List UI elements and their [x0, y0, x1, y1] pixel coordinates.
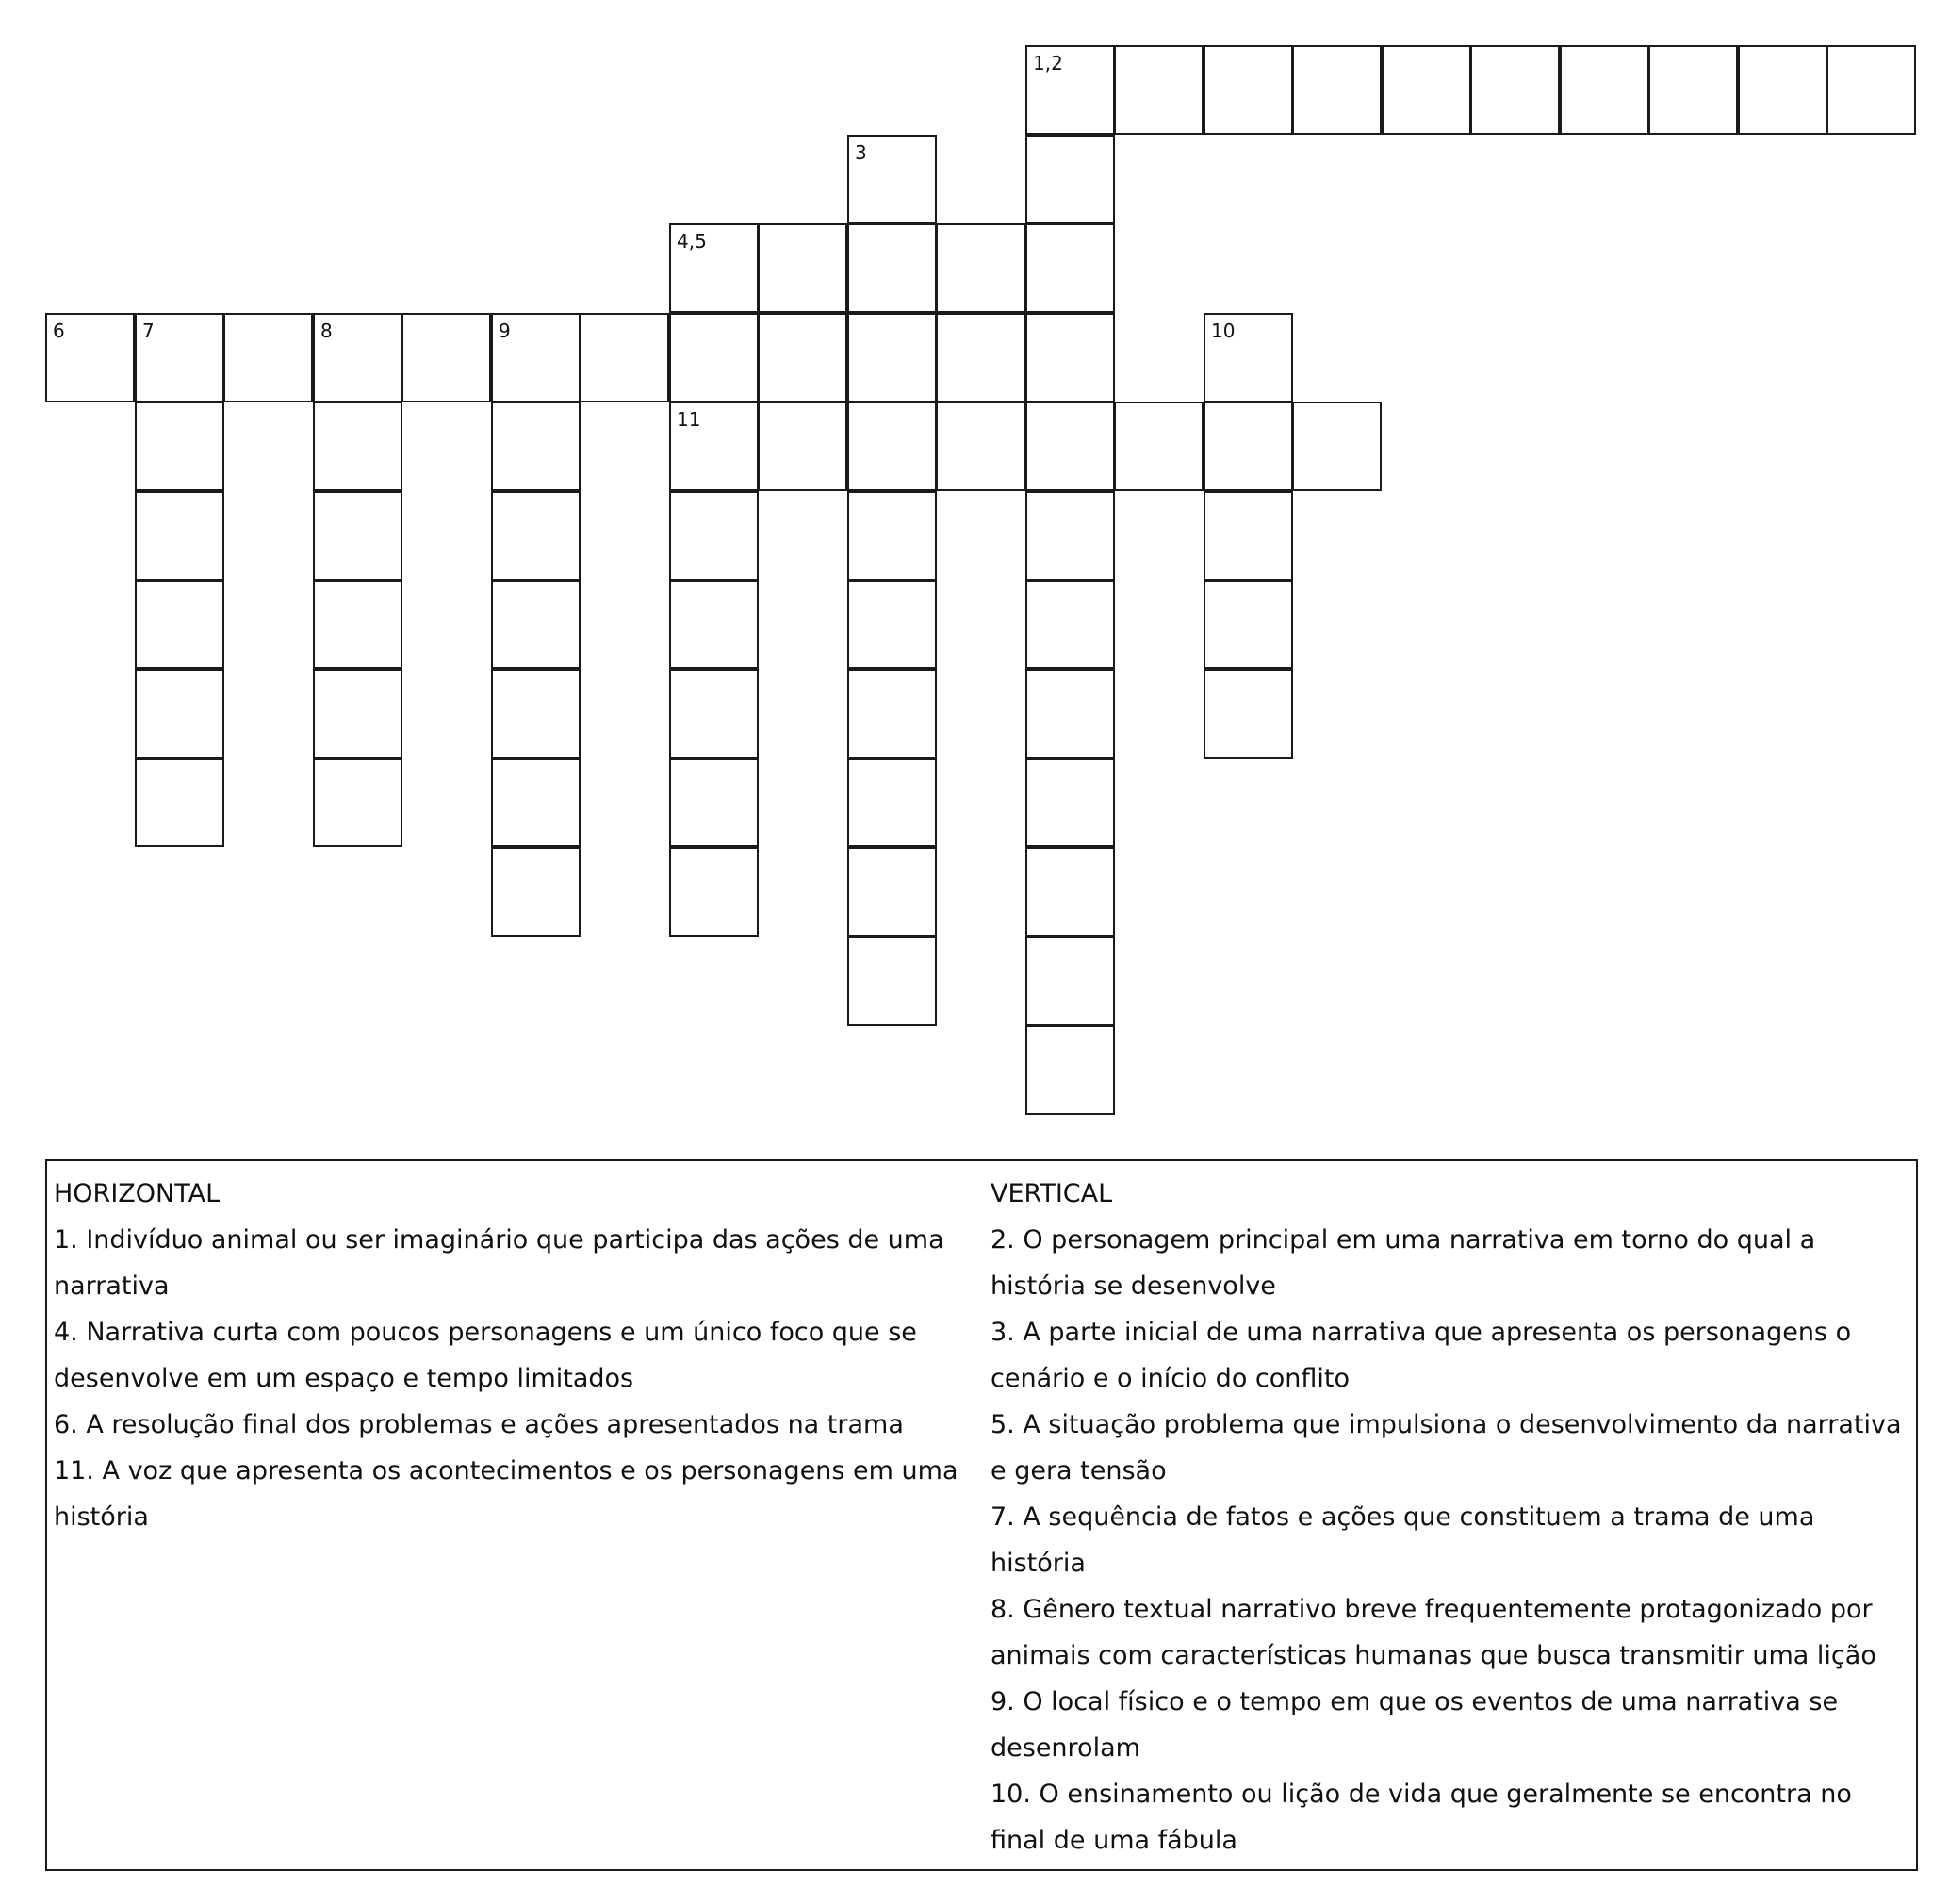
crossword-cell[interactable] [1382, 45, 1471, 135]
horizontal-clue: 11. A voz que apresenta os acontecimentos e os personagens em uma história [54, 1456, 958, 1532]
crossword-cell[interactable] [580, 313, 669, 402]
crossword-cell[interactable] [491, 758, 581, 847]
crossword-cell[interactable] [669, 847, 759, 937]
crossword-cell[interactable] [1114, 45, 1204, 135]
crossword-cell[interactable] [135, 758, 224, 847]
clue-number: 11 [677, 408, 701, 431]
crossword-cell[interactable] [1025, 313, 1115, 402]
crossword-cell[interactable] [847, 402, 937, 491]
crossword-cell[interactable] [1025, 45, 1115, 135]
crossword-cell[interactable] [1204, 313, 1293, 402]
crossword-cell[interactable] [1025, 223, 1115, 313]
crossword-cell[interactable] [491, 580, 581, 669]
horizontal-clue: 1. Indivíduo animal ou ser imaginário que participa das ações de uma narrativa [54, 1225, 944, 1301]
vertical-clues [991, 1171, 1914, 1863]
crossword-cell[interactable] [1292, 402, 1382, 491]
crossword-cell[interactable] [1114, 402, 1204, 491]
crossword-cell[interactable] [1025, 936, 1115, 1026]
crossword-cell[interactable] [313, 402, 402, 491]
crossword-cell[interactable] [847, 936, 937, 1026]
crossword-cell[interactable] [491, 313, 581, 402]
clue-number: 4,5 [677, 230, 707, 253]
crossword-cell[interactable] [313, 580, 402, 669]
crossword-cell[interactable] [847, 223, 937, 313]
crossword-cell[interactable] [1470, 45, 1560, 135]
crossword-cell[interactable] [1560, 45, 1649, 135]
crossword-cell[interactable] [1025, 580, 1115, 669]
crossword-cell[interactable] [847, 313, 937, 402]
crossword-cell[interactable] [669, 758, 759, 847]
crossword-cell[interactable] [223, 313, 313, 402]
crossword-cell[interactable] [669, 669, 759, 759]
crossword-cell[interactable] [936, 402, 1025, 491]
crossword-cell[interactable] [313, 491, 402, 581]
crossword-cell[interactable] [1025, 402, 1115, 491]
crossword-cell[interactable] [313, 758, 402, 847]
vertical-clue: 7. A sequência de fatos e ações que constituem a trama de uma história [991, 1502, 1815, 1578]
clue-number: 8 [320, 320, 333, 342]
horizontal-heading: HORIZONTAL [54, 1179, 221, 1208]
crossword-cell[interactable] [491, 491, 581, 581]
crossword-cell[interactable] [313, 313, 402, 402]
clue-number: 10 [1211, 320, 1236, 342]
crossword-cell[interactable] [847, 580, 937, 669]
crossword-cell[interactable] [1292, 45, 1382, 135]
vertical-clue: 5. A situação problema que impulsiona o desenvolvimento da narrativa e gera tensão [991, 1410, 1902, 1485]
crossword-cell[interactable] [936, 223, 1025, 313]
crossword-cell[interactable] [758, 313, 847, 402]
crossword-cell[interactable] [491, 847, 581, 937]
horizontal-clue: 4. Narrativa curta com poucos personagens e um único foco que se desenvolve em um espaço e tempo limitados [54, 1318, 917, 1393]
crossword-cell[interactable] [847, 847, 937, 937]
crossword-cell[interactable] [1025, 758, 1115, 847]
crossword-cell[interactable] [1204, 491, 1293, 581]
vertical-clue: 10. O ensinamento ou lição de vida que geralmente se encontra no final de uma fábula [991, 1780, 1852, 1855]
clue-number: 3 [855, 141, 867, 164]
crossword-cell[interactable] [669, 402, 759, 491]
vertical-clue: 9. O local físico e o tempo em que os eventos de uma narrativa se desenrolam [991, 1687, 1839, 1763]
crossword-cell[interactable] [1025, 1026, 1115, 1115]
crossword-cell[interactable] [1648, 45, 1738, 135]
crossword-cell[interactable] [847, 758, 937, 847]
clues-box [45, 1159, 1918, 1871]
crossword-cell[interactable] [135, 402, 224, 491]
crossword-cell[interactable] [1826, 45, 1916, 135]
crossword-cell[interactable] [669, 580, 759, 669]
crossword-cell[interactable] [135, 491, 224, 581]
crossword-cell[interactable] [669, 223, 759, 313]
crossword-cell[interactable] [491, 669, 581, 759]
crossword-cell[interactable] [1204, 402, 1293, 491]
crossword-cell[interactable] [135, 580, 224, 669]
crossword-cell[interactable] [758, 402, 847, 491]
crossword-cell[interactable] [669, 491, 759, 581]
crossword-cell[interactable] [847, 669, 937, 759]
crossword-cell[interactable] [135, 669, 224, 759]
crossword-cell[interactable] [1738, 45, 1827, 135]
crossword-cell[interactable] [1204, 580, 1293, 669]
crossword-cell[interactable] [135, 313, 224, 402]
crossword-cell[interactable] [491, 402, 581, 491]
clue-number: 9 [499, 320, 511, 342]
vertical-clue: 2. O personagem principal em uma narrativa em torno do qual a história se desenvolve [991, 1225, 1816, 1301]
crossword-cell[interactable] [758, 223, 847, 313]
horizontal-clues [54, 1171, 977, 1540]
crossword-cell[interactable] [847, 491, 937, 581]
crossword-cell[interactable] [1025, 847, 1115, 937]
crossword-cell[interactable] [1025, 135, 1115, 224]
crossword-cell[interactable] [1204, 45, 1293, 135]
clue-number: 7 [142, 320, 155, 342]
crossword-cell[interactable] [669, 313, 759, 402]
crossword-cell[interactable] [401, 313, 491, 402]
crossword-cell[interactable] [45, 313, 135, 402]
crossword-cell[interactable] [936, 313, 1025, 402]
crossword-cell[interactable] [1025, 491, 1115, 581]
crossword-cell[interactable] [313, 669, 402, 759]
crossword-cell[interactable] [1025, 669, 1115, 759]
vertical-clue: 3. A parte inicial de uma narrativa que apresenta os personagens o cenário e o início do conflito [991, 1318, 1852, 1393]
vertical-heading: VERTICAL [991, 1179, 1113, 1208]
vertical-clue: 8. Gênero textual narrativo breve frequentemente protagonizado por animais com características humanas que busca transmitir uma lição [991, 1595, 1876, 1670]
horizontal-clue: 6. A resolução final dos problemas e ações apresentados na trama [54, 1410, 904, 1439]
crossword-cell[interactable] [847, 135, 937, 224]
clue-number: 6 [53, 320, 65, 342]
clue-number: 1,2 [1033, 52, 1063, 74]
crossword-cell[interactable] [1204, 669, 1293, 759]
